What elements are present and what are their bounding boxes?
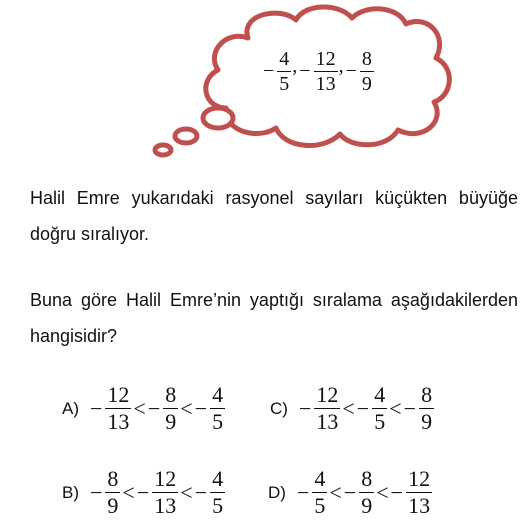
fraction-denominator: 9	[107, 493, 119, 518]
term-fraction	[210, 468, 225, 517]
option-label: A)	[62, 398, 79, 418]
thought-bubble-medium	[175, 129, 197, 143]
term-sign: −	[194, 479, 208, 505]
fraction-denominator: 5	[212, 409, 224, 434]
cloud-fraction-2-sign: −	[299, 59, 311, 82]
cloud-fraction-3	[360, 49, 374, 94]
fraction-numerator: 4	[374, 382, 386, 407]
fraction-denominator: 9	[165, 409, 177, 434]
fraction-numerator: 4	[314, 466, 326, 491]
term-sign: −	[90, 395, 103, 421]
answer-option-a[interactable]	[62, 384, 226, 433]
fraction-numerator: 12	[315, 47, 336, 70]
fraction-denominator: 13	[316, 409, 339, 434]
cloud-separator: ,	[292, 55, 298, 77]
fraction-denominator: 5	[374, 409, 386, 434]
answer-option-b[interactable]	[62, 468, 226, 517]
cloud-number-list	[262, 44, 392, 98]
option-label: D)	[268, 482, 286, 502]
term-fraction	[314, 384, 340, 433]
question-paragraph-1: Halil Emre yukarıdaki rasyonel sayıları küçükten büyüğe doğru sıralıyor.	[30, 188, 518, 244]
question-paragraph-2: Buna göre Halil Emre’nin yaptığı sıralama aşağıdakilerden hangisidir?	[30, 290, 518, 346]
cloud-fraction-1-sign: −	[263, 59, 275, 82]
thought-cloud	[0, 0, 522, 200]
term-sign: −	[403, 395, 417, 421]
fraction-numerator: 4	[279, 47, 290, 70]
fraction-numerator: 12	[154, 466, 177, 491]
term-fraction	[152, 468, 178, 517]
fraction-denominator: 5	[314, 493, 326, 518]
less-than-sign: <	[342, 395, 355, 421]
thought-bubble-small	[155, 145, 171, 155]
option-label: C)	[270, 398, 288, 418]
cloud-fraction-3-sign: −	[345, 59, 357, 82]
fraction-numerator: 12	[107, 382, 130, 407]
term-sign: −	[296, 479, 310, 505]
answer-option-c[interactable]	[270, 384, 435, 433]
fraction-numerator: 12	[316, 382, 339, 407]
fraction-numerator: 8	[107, 466, 119, 491]
term-sign: −	[298, 395, 312, 421]
fraction-denominator: 5	[212, 493, 224, 518]
term-sign: −	[343, 479, 357, 505]
less-than-sign: <	[133, 395, 146, 421]
fraction-numerator: 8	[361, 466, 373, 491]
term-fraction	[359, 468, 374, 517]
fraction-denominator: 9	[361, 493, 373, 518]
cloud-fraction-1	[277, 49, 291, 94]
fraction-denominator: 9	[421, 409, 433, 434]
fraction-denominator: 13	[154, 493, 177, 518]
term-fraction	[312, 468, 327, 517]
fraction-numerator: 8	[165, 382, 177, 407]
fraction-denominator: 13	[408, 493, 431, 518]
term-sign: −	[194, 395, 208, 421]
fraction-denominator: 13	[315, 72, 336, 95]
term-fraction	[406, 468, 432, 517]
less-than-sign: <	[376, 479, 389, 505]
fraction-denominator: 9	[361, 72, 372, 95]
less-than-sign: <	[389, 395, 402, 421]
term-sign: −	[356, 395, 370, 421]
fraction-numerator: 8	[421, 382, 433, 407]
term-fraction	[210, 384, 225, 433]
thought-bubble-large	[203, 108, 233, 128]
cloud-separator: ,	[338, 55, 344, 77]
less-than-sign: <	[180, 479, 193, 505]
option-label: B)	[62, 482, 79, 502]
fraction-denominator: 5	[279, 72, 290, 95]
fraction-numerator: 12	[408, 466, 431, 491]
fraction-numerator: 4	[212, 382, 224, 407]
fraction-numerator: 4	[212, 466, 224, 491]
fraction-denominator: 13	[107, 409, 130, 434]
term-fraction	[419, 384, 434, 433]
cloud-fraction-2	[314, 49, 338, 94]
answer-option-d[interactable]	[268, 468, 433, 517]
term-fraction	[105, 384, 131, 433]
term-fraction	[163, 384, 178, 433]
term-sign: −	[90, 479, 103, 505]
term-sign: −	[390, 479, 404, 505]
term-fraction	[105, 468, 120, 517]
term-fraction	[372, 384, 387, 433]
less-than-sign: <	[180, 395, 193, 421]
less-than-sign: <	[329, 479, 342, 505]
fraction-numerator: 8	[361, 47, 372, 70]
less-than-sign: <	[122, 479, 135, 505]
term-sign: −	[147, 395, 161, 421]
term-sign: −	[136, 479, 150, 505]
